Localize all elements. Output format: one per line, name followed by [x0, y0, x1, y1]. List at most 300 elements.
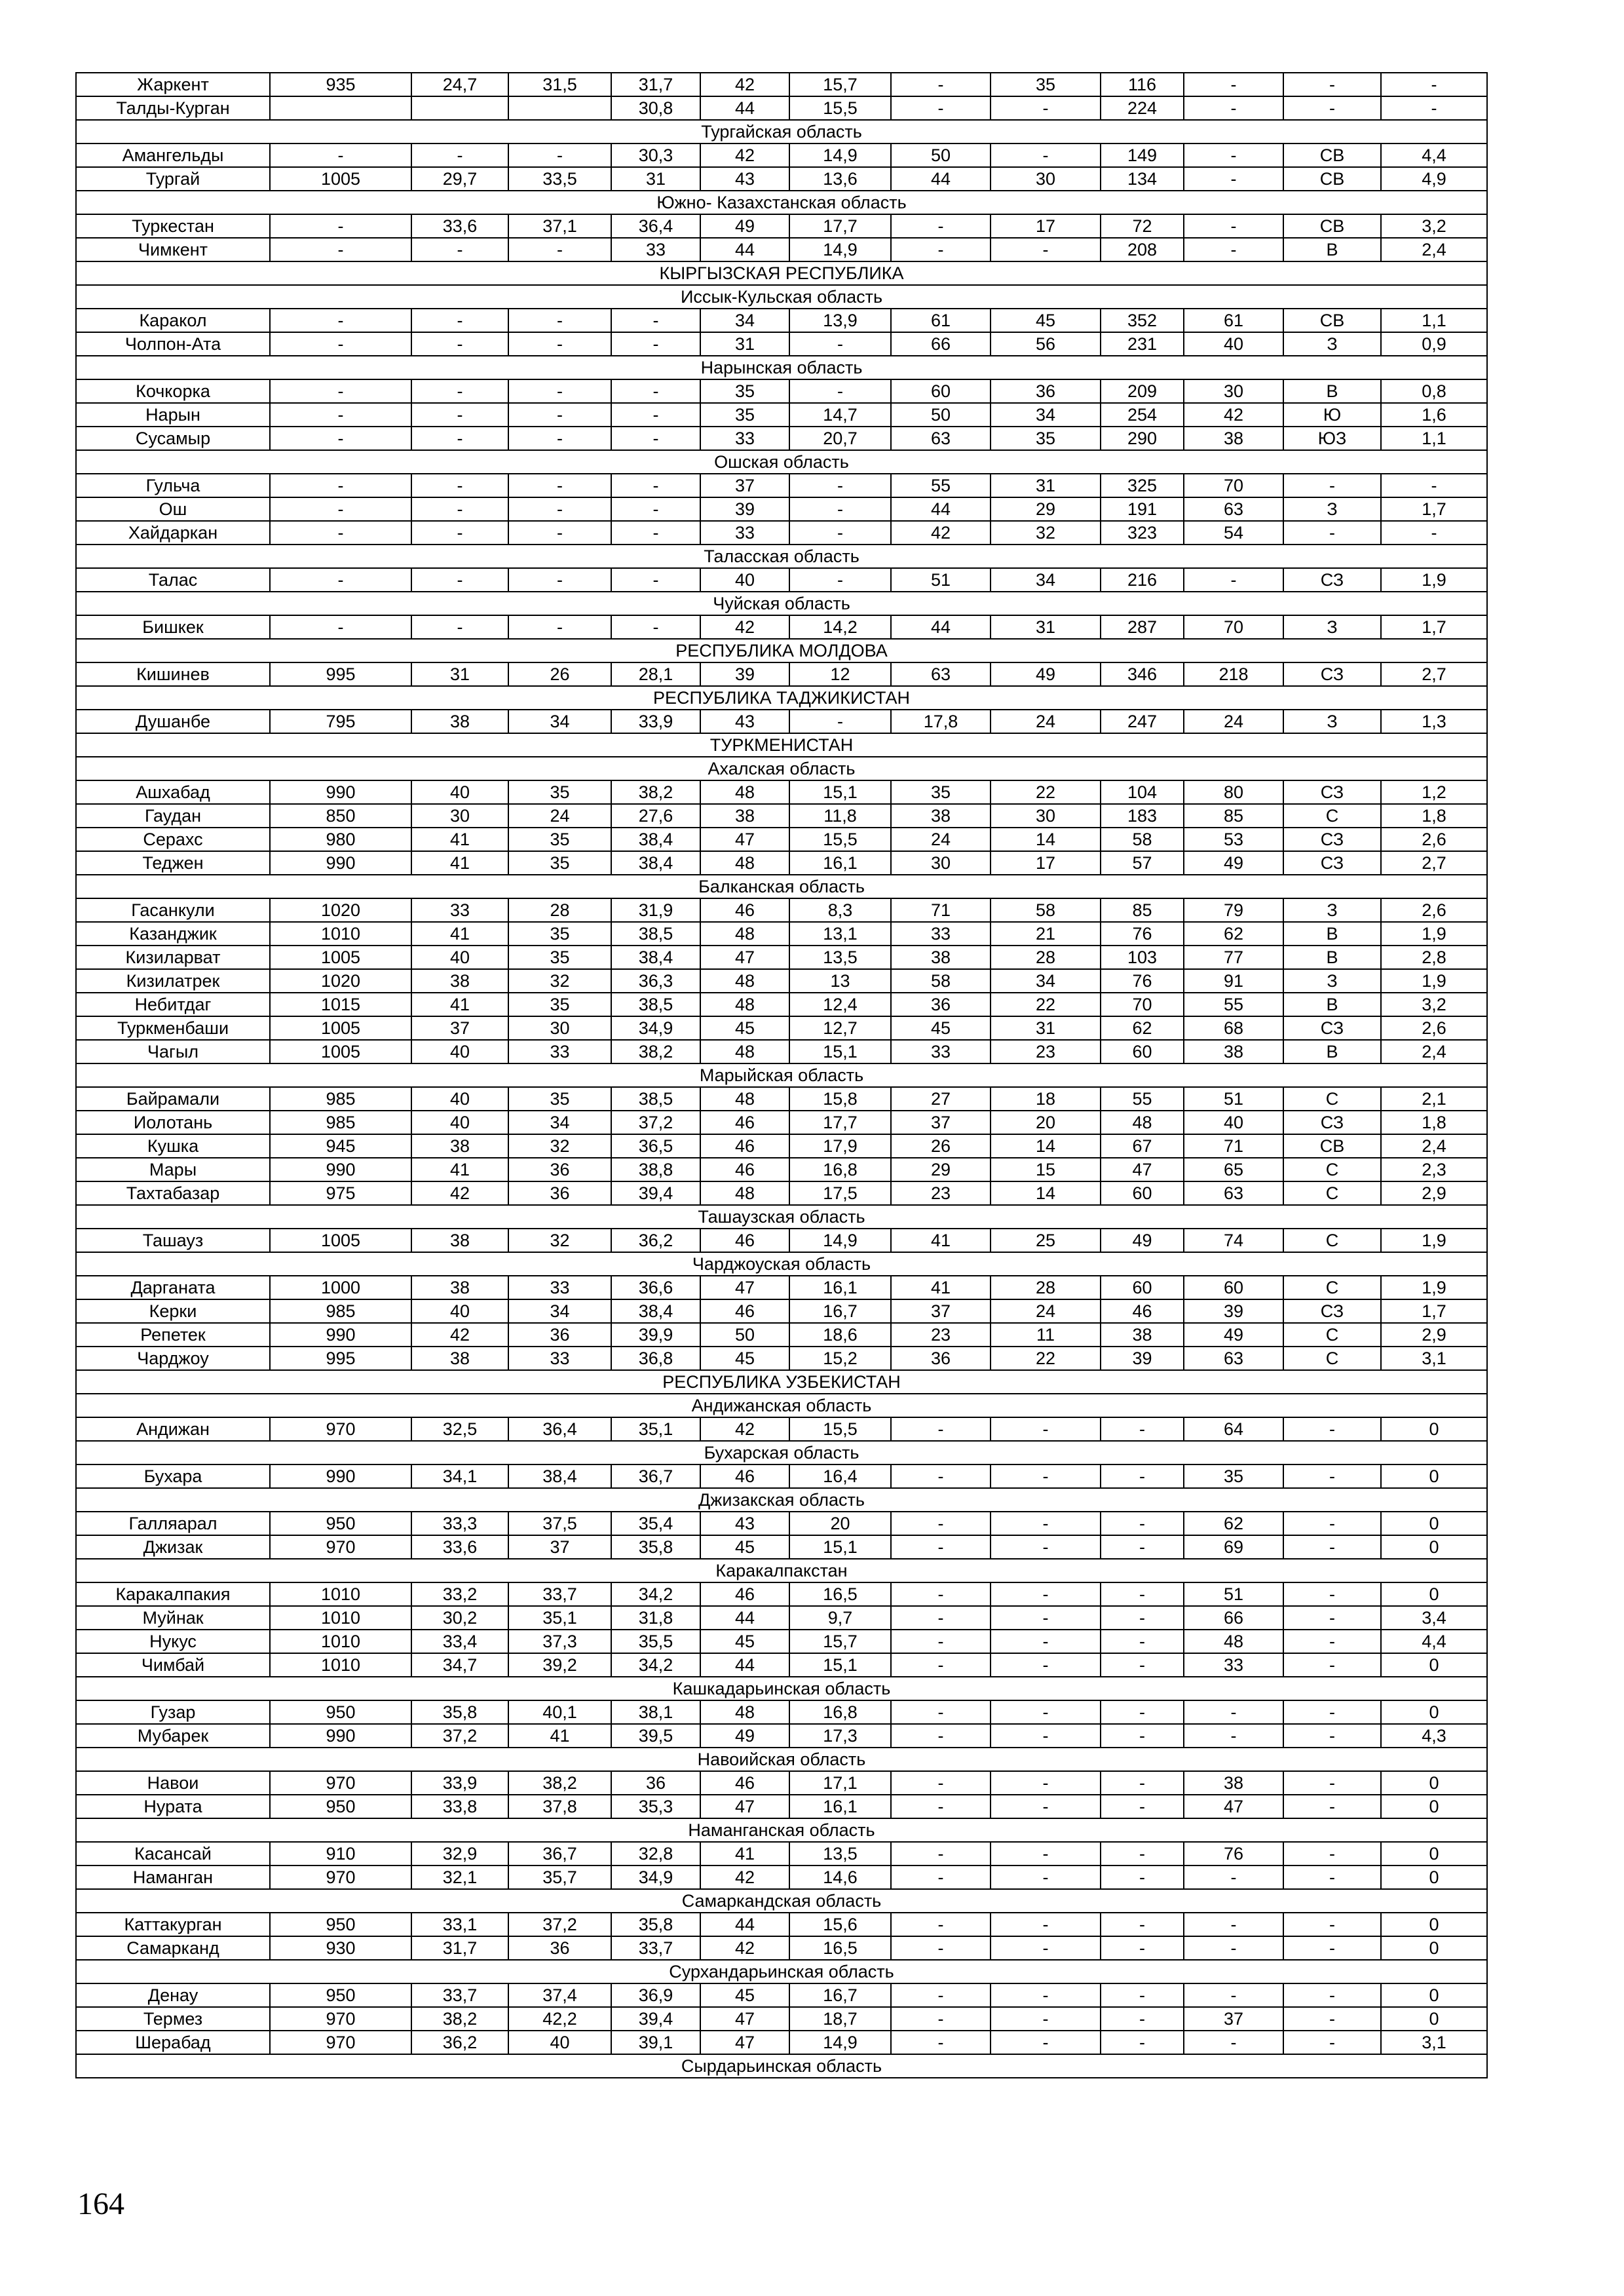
- table-row: [76, 1323, 1487, 1347]
- value-cell: 36: [891, 1347, 991, 1370]
- value-cell: 970: [270, 1417, 411, 1441]
- station-name-cell: Нурата: [76, 1795, 270, 1818]
- value-cell: [411, 96, 508, 120]
- value-cell: 14: [991, 1181, 1101, 1205]
- value-cell: -: [1283, 1606, 1381, 1630]
- value-cell: -: [991, 1535, 1101, 1559]
- value-cell: С: [1283, 804, 1381, 828]
- value-cell: 38,2: [611, 1040, 700, 1063]
- value-cell: 33,5: [508, 167, 611, 191]
- value-cell: 14,9: [789, 1229, 891, 1252]
- station-name-cell: Мары: [76, 1158, 270, 1181]
- value-cell: 12,7: [789, 1016, 891, 1040]
- value-cell: 2,8: [1381, 946, 1487, 969]
- value-cell: 85: [1101, 898, 1184, 922]
- region-header: Нарынская область: [76, 356, 1487, 379]
- value-cell: 15,1: [789, 1535, 891, 1559]
- value-cell: 49: [700, 214, 789, 238]
- table-row: [76, 1464, 1487, 1488]
- value-cell: -: [991, 1936, 1101, 1960]
- region-header-row: [76, 261, 1487, 285]
- value-cell: 23: [891, 1181, 991, 1205]
- value-cell: 2,6: [1381, 1016, 1487, 1040]
- value-cell: 325: [1101, 474, 1184, 497]
- value-cell: 14,7: [789, 403, 891, 427]
- value-cell: -: [1101, 1653, 1184, 1677]
- station-name-cell: Денау: [76, 1983, 270, 2007]
- value-cell: -: [1283, 1417, 1381, 1441]
- table-row: [76, 1983, 1487, 2007]
- value-cell: 1,7: [1381, 497, 1487, 521]
- value-cell: 37: [411, 1016, 508, 1040]
- value-cell: 36: [508, 1323, 611, 1347]
- value-cell: 33: [1184, 1653, 1283, 1677]
- value-cell: -: [789, 332, 891, 356]
- value-cell: 43: [700, 167, 789, 191]
- value-cell: -: [891, 96, 991, 120]
- station-name-cell: Теджен: [76, 851, 270, 875]
- value-cell: 55: [1184, 993, 1283, 1016]
- value-cell: 12: [789, 662, 891, 686]
- value-cell: 30: [411, 804, 508, 828]
- value-cell: 47: [700, 1276, 789, 1299]
- value-cell: 42: [411, 1323, 508, 1347]
- value-cell: 37,3: [508, 1630, 611, 1653]
- table-row: [76, 1630, 1487, 1653]
- value-cell: 36,2: [611, 1229, 700, 1252]
- value-cell: -: [991, 144, 1101, 167]
- value-cell: 34: [508, 710, 611, 733]
- value-cell: 38: [411, 1229, 508, 1252]
- value-cell: 65: [1184, 1158, 1283, 1181]
- value-cell: -: [991, 1842, 1101, 1866]
- value-cell: 34: [508, 1111, 611, 1134]
- value-cell: -: [1283, 1512, 1381, 1535]
- value-cell: 60: [891, 379, 991, 403]
- value-cell: 183: [1101, 804, 1184, 828]
- value-cell: 60: [1184, 1276, 1283, 1299]
- table-row: [76, 1582, 1487, 1606]
- value-cell: -: [611, 379, 700, 403]
- station-name-cell: Чолпон-Ата: [76, 332, 270, 356]
- value-cell: 950: [270, 1795, 411, 1818]
- value-cell: -: [1283, 1700, 1381, 1724]
- value-cell: 55: [891, 474, 991, 497]
- value-cell: 33: [411, 898, 508, 922]
- value-cell: 149: [1101, 144, 1184, 167]
- station-name-cell: Туркменбаши: [76, 1016, 270, 1040]
- value-cell: 35,1: [508, 1606, 611, 1630]
- value-cell: 35,8: [411, 1700, 508, 1724]
- value-cell: -: [1184, 1700, 1283, 1724]
- value-cell: -: [270, 474, 411, 497]
- table-row: [76, 1229, 1487, 1252]
- value-cell: -: [891, 1842, 991, 1866]
- value-cell: 37,2: [611, 1111, 700, 1134]
- station-name-cell: Наманган: [76, 1866, 270, 1889]
- table-row: [76, 1158, 1487, 1181]
- table-row: [76, 1134, 1487, 1158]
- value-cell: -: [891, 1795, 991, 1818]
- value-cell: 1,7: [1381, 615, 1487, 639]
- value-cell: 34,1: [411, 1464, 508, 1488]
- value-cell: -: [891, 238, 991, 261]
- value-cell: -: [1101, 1866, 1184, 1889]
- value-cell: 33,6: [411, 1535, 508, 1559]
- value-cell: 24: [508, 804, 611, 828]
- value-cell: 33,3: [411, 1512, 508, 1535]
- value-cell: 18,7: [789, 2007, 891, 2031]
- value-cell: 36: [508, 1181, 611, 1205]
- value-cell: 13,5: [789, 1842, 891, 1866]
- value-cell: 1010: [270, 1582, 411, 1606]
- value-cell: 61: [891, 309, 991, 332]
- station-name-cell: Чимбай: [76, 1653, 270, 1677]
- value-cell: 33,4: [411, 1630, 508, 1653]
- value-cell: З: [1283, 898, 1381, 922]
- value-cell: 17,9: [789, 1134, 891, 1158]
- value-cell: 990: [270, 1158, 411, 1181]
- value-cell: -: [508, 474, 611, 497]
- value-cell: 46: [700, 1299, 789, 1323]
- station-name-cell: Дарганата: [76, 1276, 270, 1299]
- value-cell: 11: [991, 1323, 1101, 1347]
- value-cell: 46: [700, 1111, 789, 1134]
- region-header: Ташаузская область: [76, 1205, 1487, 1229]
- value-cell: 35,8: [611, 1913, 700, 1936]
- station-name-cell: Каттакурган: [76, 1913, 270, 1936]
- value-cell: 41: [411, 1158, 508, 1181]
- value-cell: 16,8: [789, 1158, 891, 1181]
- table-row: [76, 1276, 1487, 1299]
- value-cell: 68: [1184, 1016, 1283, 1040]
- station-name-cell: Талды-Курган: [76, 96, 270, 120]
- value-cell: -: [891, 2007, 991, 2031]
- value-cell: 44: [700, 96, 789, 120]
- value-cell: 53: [1184, 828, 1283, 851]
- value-cell: 1,6: [1381, 403, 1487, 427]
- value-cell: 208: [1101, 238, 1184, 261]
- value-cell: 970: [270, 2007, 411, 2031]
- value-cell: 36,9: [611, 1983, 700, 2007]
- value-cell: СЗ: [1283, 1299, 1381, 1323]
- value-cell: 32,1: [411, 1866, 508, 1889]
- value-cell: 51: [1184, 1582, 1283, 1606]
- value-cell: -: [1101, 2031, 1184, 2054]
- value-cell: 42: [700, 1866, 789, 1889]
- value-cell: 79: [1184, 898, 1283, 922]
- value-cell: -: [270, 379, 411, 403]
- value-cell: -: [1283, 2007, 1381, 2031]
- value-cell: 0: [1381, 1512, 1487, 1535]
- region-header-row: [76, 592, 1487, 615]
- value-cell: 216: [1101, 568, 1184, 592]
- region-header-row: [76, 2054, 1487, 2078]
- value-cell: -: [991, 1653, 1101, 1677]
- value-cell: 3,1: [1381, 2031, 1487, 2054]
- value-cell: -: [991, 1913, 1101, 1936]
- value-cell: 18,6: [789, 1323, 891, 1347]
- station-name-cell: Кизилатрек: [76, 969, 270, 993]
- value-cell: 8,3: [789, 898, 891, 922]
- table-row: [76, 1842, 1487, 1866]
- value-cell: 42: [700, 615, 789, 639]
- value-cell: 38: [1101, 1323, 1184, 1347]
- value-cell: 39,4: [611, 2007, 700, 2031]
- value-cell: 945: [270, 1134, 411, 1158]
- value-cell: 50: [700, 1323, 789, 1347]
- value-cell: 104: [1101, 780, 1184, 804]
- value-cell: 57: [1101, 851, 1184, 875]
- value-cell: 72: [1101, 214, 1184, 238]
- value-cell: -: [1184, 167, 1283, 191]
- value-cell: 0: [1381, 1700, 1487, 1724]
- station-name-cell: Репетек: [76, 1323, 270, 1347]
- value-cell: -: [991, 1630, 1101, 1653]
- value-cell: -: [270, 309, 411, 332]
- region-header: Самаркандская область: [76, 1889, 1487, 1913]
- region-header-row: [76, 1677, 1487, 1700]
- value-cell: 42: [700, 1936, 789, 1960]
- value-cell: 70: [1184, 474, 1283, 497]
- value-cell: 116: [1101, 73, 1184, 96]
- value-cell: -: [891, 1653, 991, 1677]
- value-cell: 23: [891, 1323, 991, 1347]
- value-cell: -: [991, 1417, 1101, 1441]
- region-header: Джизакская область: [76, 1488, 1487, 1512]
- value-cell: С: [1283, 1229, 1381, 1252]
- value-cell: 38,4: [611, 946, 700, 969]
- value-cell: 38: [411, 1347, 508, 1370]
- region-header-row: [76, 686, 1487, 710]
- value-cell: 38,4: [611, 851, 700, 875]
- value-cell: 33,7: [508, 1582, 611, 1606]
- table-row: [76, 1512, 1487, 1535]
- value-cell: -: [1283, 1983, 1381, 2007]
- value-cell: -: [991, 1606, 1101, 1630]
- region-header: Каракалпакстан: [76, 1559, 1487, 1582]
- value-cell: 39,9: [611, 1323, 700, 1347]
- value-cell: 17,3: [789, 1724, 891, 1748]
- value-cell: 32: [508, 1134, 611, 1158]
- value-cell: 990: [270, 851, 411, 875]
- table-row: [76, 710, 1487, 733]
- value-cell: 27,6: [611, 804, 700, 828]
- value-cell: 44: [891, 167, 991, 191]
- value-cell: 63: [891, 427, 991, 450]
- value-cell: 46: [700, 1582, 789, 1606]
- region-header: Таласская область: [76, 545, 1487, 568]
- value-cell: 29: [891, 1158, 991, 1181]
- value-cell: 47: [1184, 1795, 1283, 1818]
- value-cell: 9,7: [789, 1606, 891, 1630]
- value-cell: 287: [1101, 615, 1184, 639]
- value-cell: -: [611, 474, 700, 497]
- station-name-cell: Кушка: [76, 1134, 270, 1158]
- value-cell: 41: [891, 1276, 991, 1299]
- value-cell: 2,4: [1381, 238, 1487, 261]
- table-row: [76, 309, 1487, 332]
- region-header-row: [76, 639, 1487, 662]
- value-cell: 61: [1184, 309, 1283, 332]
- value-cell: 1005: [270, 1040, 411, 1063]
- value-cell: 35: [508, 851, 611, 875]
- value-cell: 60: [1101, 1276, 1184, 1299]
- value-cell: 60: [1101, 1181, 1184, 1205]
- value-cell: СВ: [1283, 144, 1381, 167]
- value-cell: -: [1283, 1795, 1381, 1818]
- value-cell: -: [1101, 1724, 1184, 1748]
- value-cell: -: [1184, 1866, 1283, 1889]
- value-cell: 33,9: [611, 710, 700, 733]
- value-cell: -: [1283, 2031, 1381, 2054]
- value-cell: 36,6: [611, 1276, 700, 1299]
- value-cell: С: [1283, 1087, 1381, 1111]
- value-cell: 26: [891, 1134, 991, 1158]
- value-cell: 11,8: [789, 804, 891, 828]
- value-cell: -: [270, 615, 411, 639]
- value-cell: 24: [991, 710, 1101, 733]
- value-cell: 990: [270, 1323, 411, 1347]
- table-row: [76, 96, 1487, 120]
- station-name-cell: Небитдаг: [76, 993, 270, 1016]
- value-cell: -: [411, 615, 508, 639]
- value-cell: 38: [411, 1276, 508, 1299]
- station-name-cell: Ташауз: [76, 1229, 270, 1252]
- value-cell: 254: [1101, 403, 1184, 427]
- station-name-cell: Андижан: [76, 1417, 270, 1441]
- value-cell: 38: [891, 804, 991, 828]
- value-cell: 2,6: [1381, 828, 1487, 851]
- value-cell: 1,8: [1381, 1111, 1487, 1134]
- value-cell: -: [508, 379, 611, 403]
- station-name-cell: Каракалпакия: [76, 1582, 270, 1606]
- value-cell: -: [891, 1724, 991, 1748]
- value-cell: 42,2: [508, 2007, 611, 2031]
- table-row: [76, 1936, 1487, 1960]
- value-cell: -: [1283, 1842, 1381, 1866]
- value-cell: 16,7: [789, 1299, 891, 1323]
- station-name-cell: Ашхабад: [76, 780, 270, 804]
- value-cell: 352: [1101, 309, 1184, 332]
- table-row: [76, 1771, 1487, 1795]
- value-cell: -: [991, 2007, 1101, 2031]
- value-cell: 33: [508, 1040, 611, 1063]
- value-cell: 1020: [270, 969, 411, 993]
- value-cell: СЗ: [1283, 851, 1381, 875]
- station-name-cell: Чарджоу: [76, 1347, 270, 1370]
- value-cell: -: [891, 1417, 991, 1441]
- value-cell: 28,1: [611, 662, 700, 686]
- value-cell: 3,4: [1381, 1606, 1487, 1630]
- table-body: [76, 73, 1487, 2078]
- value-cell: 218: [1184, 662, 1283, 686]
- value-cell: -: [1283, 96, 1381, 120]
- value-cell: 28: [991, 946, 1101, 969]
- value-cell: -: [270, 144, 411, 167]
- value-cell: 74: [1184, 1229, 1283, 1252]
- value-cell: 31: [611, 167, 700, 191]
- value-cell: 41: [411, 922, 508, 946]
- value-cell: 66: [1184, 1606, 1283, 1630]
- value-cell: 45: [700, 1630, 789, 1653]
- value-cell: 35: [891, 780, 991, 804]
- value-cell: -: [270, 238, 411, 261]
- value-cell: 47: [700, 1795, 789, 1818]
- value-cell: 37: [1184, 2007, 1283, 2031]
- value-cell: 35,5: [611, 1630, 700, 1653]
- value-cell: -: [1184, 1936, 1283, 1960]
- value-cell: 209: [1101, 379, 1184, 403]
- station-name-cell: Термез: [76, 2007, 270, 2031]
- station-name-cell: Иолотань: [76, 1111, 270, 1134]
- value-cell: 32,8: [611, 1842, 700, 1866]
- value-cell: 0: [1381, 1795, 1487, 1818]
- value-cell: 30: [1184, 379, 1283, 403]
- value-cell: 55: [1101, 1087, 1184, 1111]
- value-cell: В: [1283, 922, 1381, 946]
- value-cell: 0: [1381, 1417, 1487, 1441]
- value-cell: 34,2: [611, 1582, 700, 1606]
- value-cell: -: [1101, 1913, 1184, 1936]
- value-cell: 77: [1184, 946, 1283, 969]
- station-name-cell: Хайдаркан: [76, 521, 270, 545]
- value-cell: Ю: [1283, 403, 1381, 427]
- value-cell: 70: [1101, 993, 1184, 1016]
- region-header-row: [76, 1394, 1487, 1417]
- value-cell: 970: [270, 1866, 411, 1889]
- value-cell: -: [1184, 568, 1283, 592]
- value-cell: -: [508, 238, 611, 261]
- value-cell: 36,3: [611, 969, 700, 993]
- value-cell: -: [891, 1700, 991, 1724]
- value-cell: 30,8: [611, 96, 700, 120]
- table-row: [76, 1724, 1487, 1748]
- value-cell: 50: [891, 144, 991, 167]
- value-cell: 40,1: [508, 1700, 611, 1724]
- value-cell: 38,2: [611, 780, 700, 804]
- value-cell: 0: [1381, 1983, 1487, 2007]
- region-header: Южно- Казахстанская область: [76, 191, 1487, 214]
- station-name-cell: Казанджик: [76, 922, 270, 946]
- region-header: Наманганская область: [76, 1818, 1487, 1842]
- value-cell: 17,7: [789, 214, 891, 238]
- region-header-row: [76, 1960, 1487, 1983]
- value-cell: -: [1101, 2007, 1184, 2031]
- value-cell: 12,4: [789, 993, 891, 1016]
- value-cell: 39,1: [611, 2031, 700, 2054]
- value-cell: 39: [1101, 1347, 1184, 1370]
- value-cell: 34: [991, 969, 1101, 993]
- value-cell: -: [1101, 1630, 1184, 1653]
- value-cell: В: [1283, 993, 1381, 1016]
- value-cell: 0,9: [1381, 332, 1487, 356]
- value-cell: 33: [508, 1276, 611, 1299]
- value-cell: 85: [1184, 804, 1283, 828]
- value-cell: 2,6: [1381, 898, 1487, 922]
- value-cell: 63: [891, 662, 991, 686]
- value-cell: 39,2: [508, 1653, 611, 1677]
- value-cell: 30: [891, 851, 991, 875]
- value-cell: 13,9: [789, 309, 891, 332]
- value-cell: 41: [411, 851, 508, 875]
- value-cell: -: [508, 615, 611, 639]
- value-cell: 38: [1184, 1040, 1283, 1063]
- table-row: [76, 332, 1487, 356]
- value-cell: 2,7: [1381, 851, 1487, 875]
- value-cell: -: [1381, 521, 1487, 545]
- value-cell: -: [411, 332, 508, 356]
